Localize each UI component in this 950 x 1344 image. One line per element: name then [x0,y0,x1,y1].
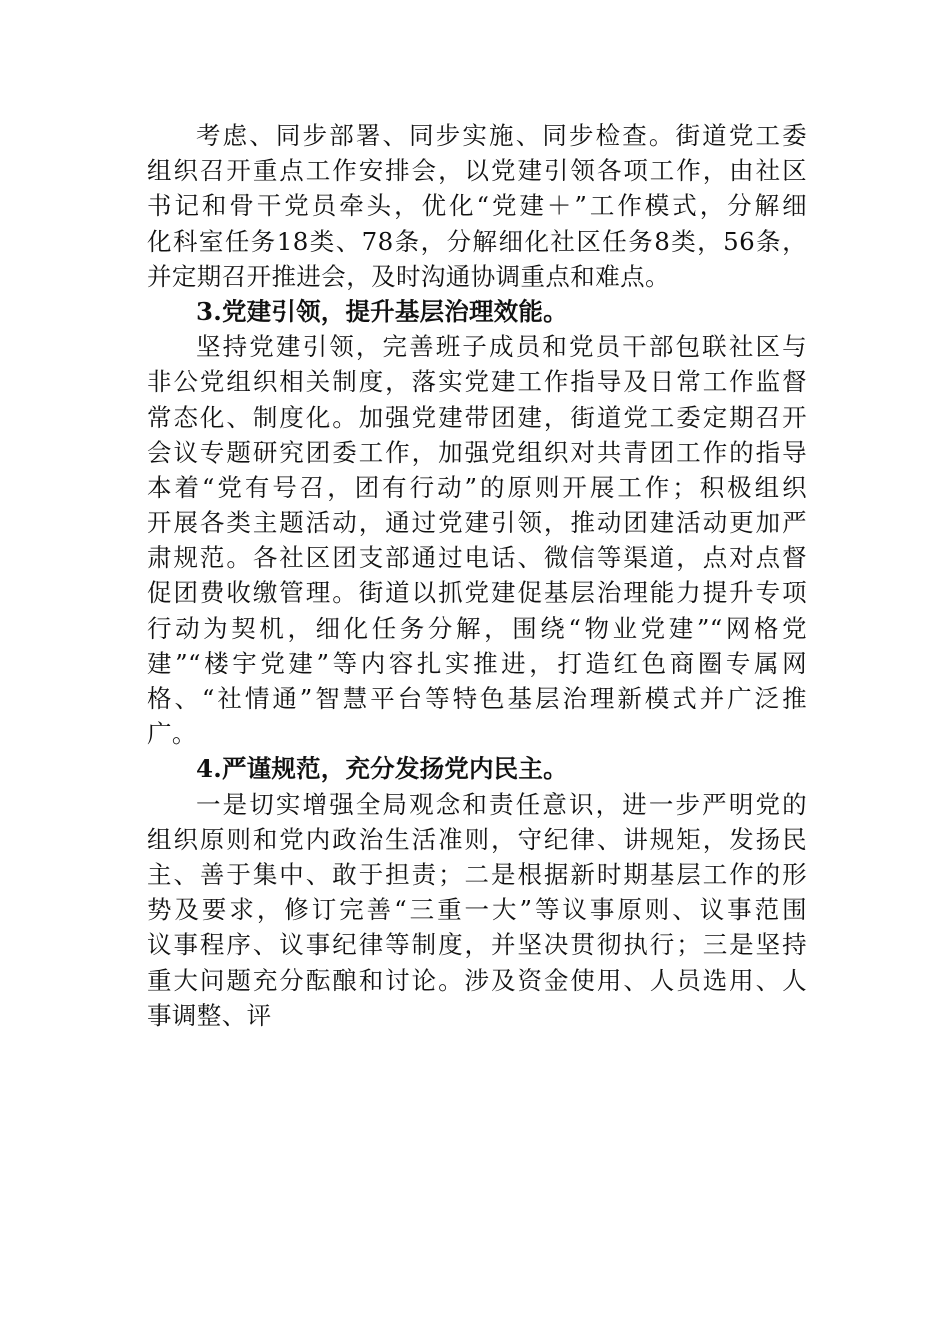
text-line: 势及要求，修订完善“三重一大”等议事原则、议事范围 [147,895,807,925]
section-heading-4: 4.严谨规范，充分发扬党内民主。 [196,754,568,784]
text-line: 重大问题充分酝酿和讨论。涉及资金使用、人员选用、人 [147,965,807,995]
text-line: 考虑、同步部署、同步实施、同步检查。街道党工委 [196,121,807,150]
text-line: 格、“社情通”智慧平台等特色基层治理新模式并广泛推 [147,684,807,713]
text-line: 组织原则和党内政治生活准则，守纪律、讲规矩，发扬民 [147,824,807,854]
text-line: 事调整、评 [147,1000,272,1030]
text-line: 常态化、制度化。加强党建带团建，街道党工委定期召开 [147,402,807,432]
paragraph-democracy [147,787,807,1033]
paragraph-party-building [147,329,807,751]
text-line: 书记和骨干党员牵头，优化“党建＋”工作模式，分解细 [147,191,807,221]
text-line: 建”“楼宇党建”等内容扎实推进，打造红色商圈专属网 [147,648,807,678]
text-line: 并定期召开推进会，及时沟通协调重点和难点。 [147,261,670,291]
text-line: 行动为契机，细化任务分解，围绕“物业党建”“网格党 [147,613,807,643]
document-page [147,118,807,1033]
text-line: 化科室任务18类、78条，分解细化社区任务8类，56条， [147,226,807,256]
text-line: 广。 [147,719,197,749]
text-line: 促团费收缴管理。街道以抓党建促基层治理能力提升专项 [147,578,807,608]
section-heading-3: 3.党建引领，提升基层治理效能。 [196,296,568,326]
text-line: 开展各类主题活动，通过党建引领，推动团建活动更加严 [147,508,807,538]
text-line: 会议专题研究团委工作，加强党组织对共青团工作的指导 [147,437,807,467]
text-line: 本着“党有号召，团有行动”的原则开展工作；积极组织 [147,472,807,502]
text-line: 一是切实增强全局观念和责任意识，进一步严明党的 [196,789,807,819]
paragraph-implementation [147,118,807,294]
text-line: 组织召开重点工作安排会，以党建引领各项工作，由社区 [147,156,807,186]
text-line: 坚持党建引领，完善班子成员和党员干部包联社区与 [196,332,807,362]
text-line: 主、善于集中、敢于担责；二是根据新时期基层工作的形 [147,859,807,889]
text-line: 肃规范。各社区团支部通过电话、微信等渠道，点对点督 [147,543,807,573]
text-line: 议事程序、议事纪律等制度，并坚决贯彻执行；三是坚持 [147,930,807,960]
text-line: 非公党组织相关制度，落实党建工作指导及日常工作监督 [147,367,807,397]
